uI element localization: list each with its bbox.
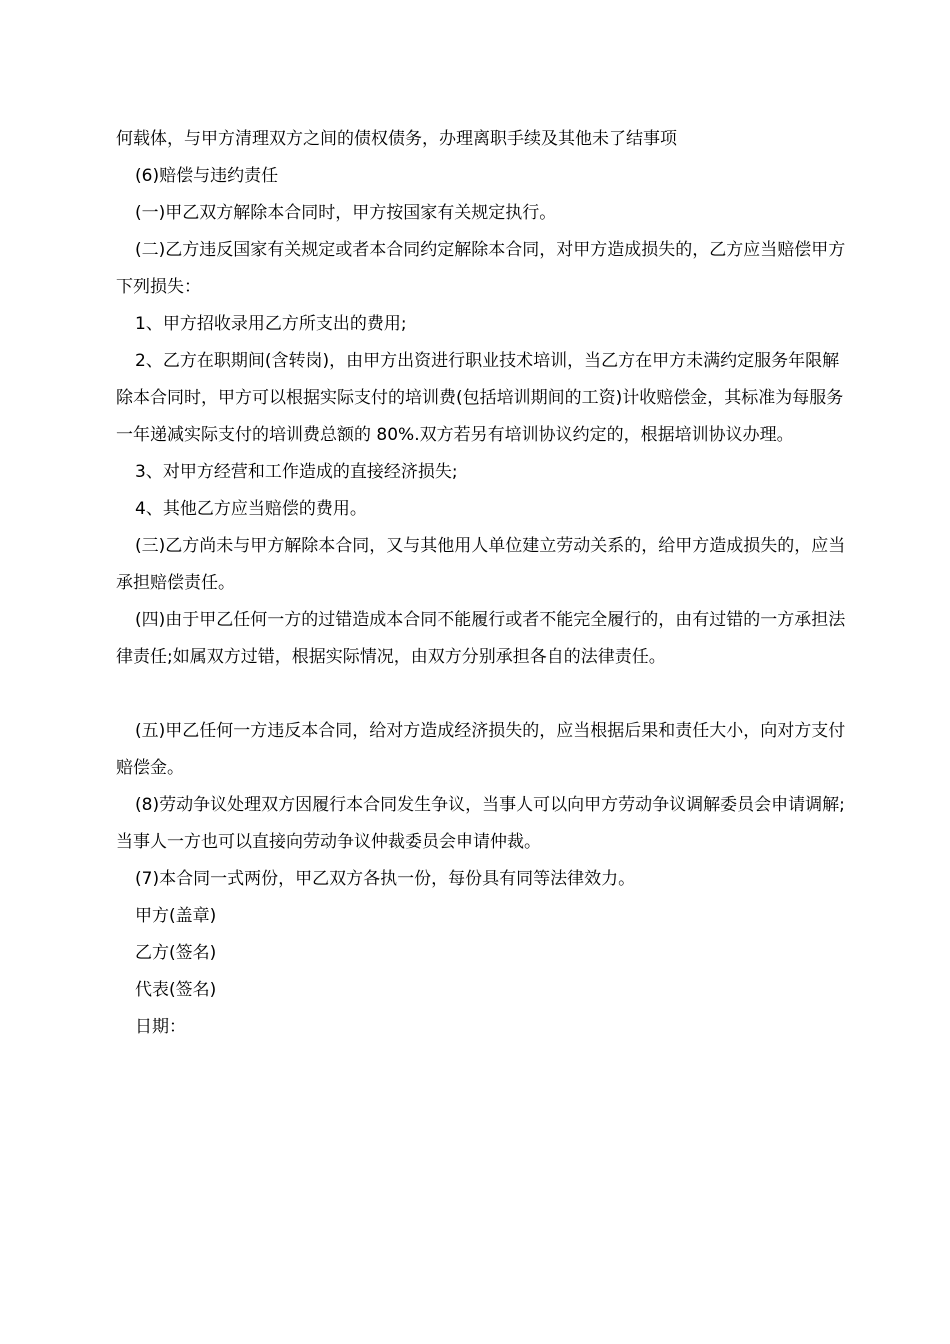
section-dispute-resolution: (8)劳动争议处理双方因履行本合同发生争议，当事人可以向甲方劳动争议调解委员会申请调解;当事人一方也可以直接向劳动争议仲裁委员会申请仲裁。 [116,795,845,852]
clause-1: (一)甲乙双方解除本合同时，甲方按国家有关规定执行。 [135,203,557,223]
section-copies: (7)本合同一式两份，甲乙双方各执一份，每份具有同等法律效力。 [135,869,636,889]
list-item-2: 2、乙方在职期间(含转岗)，由甲方出资进行职业技术培训，当乙方在甲方未满约定服务年限解除本合同时，甲方可以根据实际支付的培训费(包括培训期间的工资)计收赔偿金，其标准为每服务一年递减实际支付的培训费总额的 80%.双方若另有培训协议约定的，根据培训协议办理。 [116,351,844,445]
paragraph-carryover: 何载体，与甲方清理双方之间的债权债务，办理离职手续及其他未了结事项 [116,129,677,149]
paragraph-spacer [116,676,856,713]
list-item-3: 3、对甲方经营和工作造成的直接经济损失; [135,462,458,482]
list-item-4: 4、其他乙方应当赔偿的费用。 [135,499,367,519]
list-item-1: 1、甲方招收录用乙方所支出的费用; [135,314,407,334]
clause-4: (四)由于甲乙任何一方的过错造成本合同不能履行或者不能完全履行的，由有过错的一方承担法律责任;如属双方过错，根据实际情况，由双方分别承担各自的法律责任。 [116,610,846,667]
document-body [116,121,856,1046]
clause-5: (五)甲乙任何一方违反本合同，给对方造成经济损失的，应当根据后果和责任大小，向对方支付赔偿金。 [116,721,846,778]
clause-3: (三)乙方尚未与甲方解除本合同，又与其他用人单位建立劳动关系的，给甲方造成损失的，应当承担赔偿责任。 [116,536,846,593]
signature-party-a: 甲方(盖章) [135,906,217,926]
signature-date: 日期： [135,1017,186,1037]
clause-2: (二)乙方违反国家有关规定或者本合同约定解除本合同，对甲方造成损失的，乙方应当赔偿甲方下列损失： [116,240,846,297]
section-heading-compensation: (6)赔偿与违约责任 [135,166,279,186]
signature-party-b: 乙方(签名) [135,943,217,963]
signature-representative: 代表(签名) [135,980,217,1000]
